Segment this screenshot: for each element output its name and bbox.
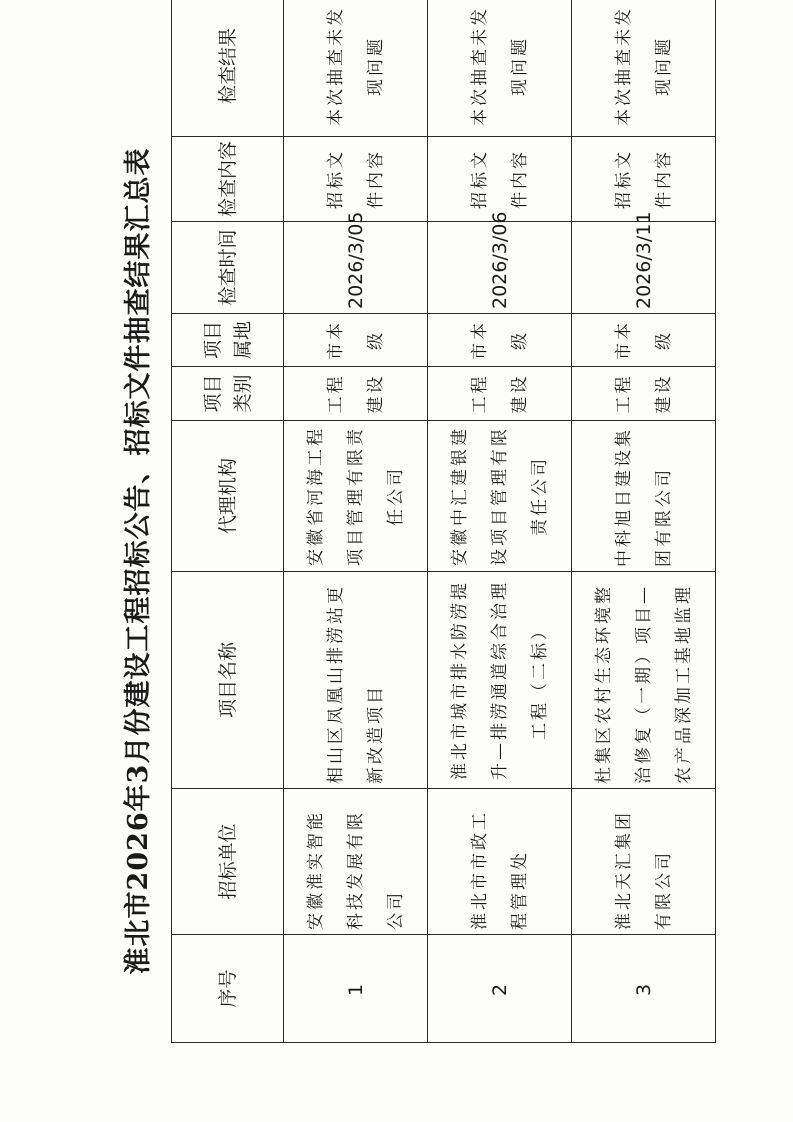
header-no: 序号 (172, 935, 284, 1043)
document-title: 淮北市2026年3月份建设工程招标公告、招标文件抽查结果汇总表 (123, 147, 154, 975)
table-header-row (172, 0, 284, 1043)
cell-category: 工程建设 (284, 367, 428, 421)
header-project: 项目名称 (172, 572, 284, 789)
results-table (171, 0, 716, 1043)
cell-category: 工程建设 (572, 367, 716, 421)
cell-date: 2026/3/06 (428, 222, 572, 314)
cell-category: 工程建设 (428, 367, 572, 421)
cell-project: 淮北市城市排水防涝提升—排涝通道综合治理工程（二标） (428, 572, 572, 789)
header-tenderer: 招标单位 (172, 789, 284, 935)
cell-agency: 中科旭日建设集团有限公司 (572, 421, 716, 572)
header-date: 检查时间 (172, 222, 284, 314)
table-row (572, 0, 716, 1043)
table-row (428, 0, 572, 1043)
cell-tenderer: 安徽淮实智能科技发展有限公司 (284, 789, 428, 935)
cell-content: 招标文件内容 (572, 137, 716, 222)
cell-project: 杜集区农村生态环境整治修复（一期）项目—农产品深加工基地监理 (572, 572, 716, 789)
cell-result: 本次抽查未发现问题 (428, 0, 572, 137)
cell-no: 1 (284, 935, 428, 1043)
cell-tenderer: 淮北天汇集团有限公司 (572, 789, 716, 935)
cell-agency: 安徽省河海工程项目管理有限责任公司 (284, 421, 428, 572)
cell-locality: 市本级 (572, 314, 716, 367)
cell-content: 招标文件内容 (284, 137, 428, 222)
cell-tenderer: 淮北市市政工程管理处 (428, 789, 572, 935)
cell-date: 2026/3/11 (572, 222, 716, 314)
header-agency: 代理机构 (172, 421, 284, 572)
cell-no: 2 (428, 935, 572, 1043)
results-table-wrapper (171, 0, 716, 1043)
cell-result: 本次抽查未发现问题 (284, 0, 428, 137)
cell-locality: 市本级 (284, 314, 428, 367)
cell-agency: 安徽中汇建银建设项目管理有限责任公司 (428, 421, 572, 572)
cell-result: 本次抽查未发现问题 (572, 0, 716, 137)
cell-locality: 市本级 (428, 314, 572, 367)
cell-date: 2026/3/05 (284, 222, 428, 314)
header-locality: 项目属地 (172, 314, 284, 367)
table-row (284, 0, 428, 1043)
header-category: 项目类别 (172, 367, 284, 421)
header-result: 检查结果 (172, 0, 284, 137)
cell-project: 相山区凤凰山排涝站更新改造项目 (284, 572, 428, 789)
cell-content: 招标文件内容 (428, 137, 572, 222)
cell-no: 3 (572, 935, 716, 1043)
header-content: 检查内容 (172, 137, 284, 222)
